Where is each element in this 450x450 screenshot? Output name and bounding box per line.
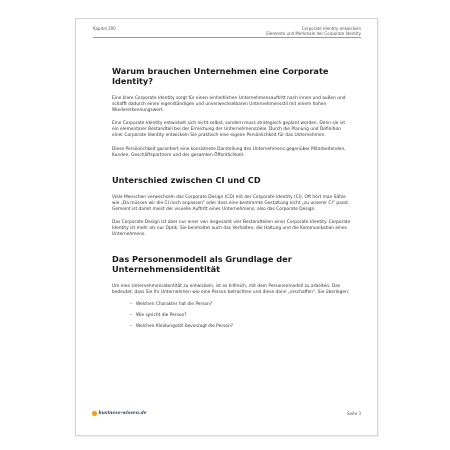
chapter-label: Kapitel 200 (93, 26, 116, 31)
page-header (93, 25, 361, 38)
page-number: Seite 3 (347, 411, 361, 416)
bullet-dash: – (130, 312, 133, 318)
paragraph: Um eine Unternehmensidentität zu entwickeln, ist es hilfreich, mit dem Personenmodell zu arbeiten. Das bedeutet, dass Sie Ihr Unternehmen wie eine Person betrachten und diese dann „erschaffen“. Sie überlegen: (112, 284, 350, 296)
document-page (75, 18, 378, 436)
page-content (112, 66, 353, 335)
section-heading-1: Warum brauchen Unternehmen eine Corporate Identity? (112, 66, 329, 86)
list-item: – Welchen Charakter hat die Person? (130, 301, 213, 307)
paragraph: Viele Menschen verwechseln das Corporate Design (CD) mit der Corporate Identity (CI). Oft hört man Sätze wie „Da müssen wir die CI noch anpassen“ oder dass eine bestimmte Gestaltung nicht „zu unserer CI“ passt. Gemeint ist damit meist der visuelle Auftritt eines Unternehmens, also das Corporate Design. (112, 194, 350, 212)
header-title (266, 26, 361, 36)
bullet-dash: – (130, 301, 133, 307)
header-title-line1: Corporate Identity entwickeln (301, 26, 361, 31)
header-title-line2: Elemente und Merkmale der Corporate Identity (266, 31, 361, 36)
paragraph: Eine Corporate Identity entwickelt sich nicht selbst, sondern muss strategisch geplant werden. Denn sie ist ein elementarer Bestandteil bei der Erreichung der Unternehmensziele. Durch die Planung und Definition einer Corporate Identity entwickeln Sie praktisch eine eigene Persönlichkeit für das Unternehmen. (112, 121, 346, 139)
page-footer (92, 411, 361, 421)
paragraph: Diese Persönlichkeit garantiert eine konsistente Darstellung des Unternehmens gegenüber Mitarbeitenden, Kunden, Geschäftspartnern und der gesamten Öffentlichkeit. (112, 146, 346, 158)
brand-text: business-wissen.de (98, 411, 147, 416)
section-heading-2: Unterschied zwischen CI und CD (112, 174, 261, 185)
brand-dot-icon (92, 411, 97, 416)
paragraph: Das Corporate Design ist aber nur einer von insgesamt vier Bestandteilen einer Corporate Identity. Corporate Identity ist mehr als nur Optik. Sie beinhaltet auch das Verhalten, die Haltung und die Kommunikation eines Unternehmens. (112, 220, 351, 238)
brand-logo[interactable] (92, 411, 147, 416)
list-item: – Welchen Kleidungsstil bevorzugt die Person? (130, 324, 234, 330)
list-item: – Wie spricht die Person? (130, 312, 187, 318)
section-heading-3: Das Personenmodell als Grundlage der Unternehmensidentität (112, 254, 292, 275)
paragraph: Eine klare Corporate Identity sorgt für einen einheitlichen Unternehmensauftritt nach innen und außen und schafft dadurch einen eigenständigen und unverwechselbaren Unternehmensstil mit einem hohen Wiedererkennungswert. (112, 96, 346, 114)
question-list (112, 302, 353, 331)
bullet-dash: – (130, 324, 133, 330)
